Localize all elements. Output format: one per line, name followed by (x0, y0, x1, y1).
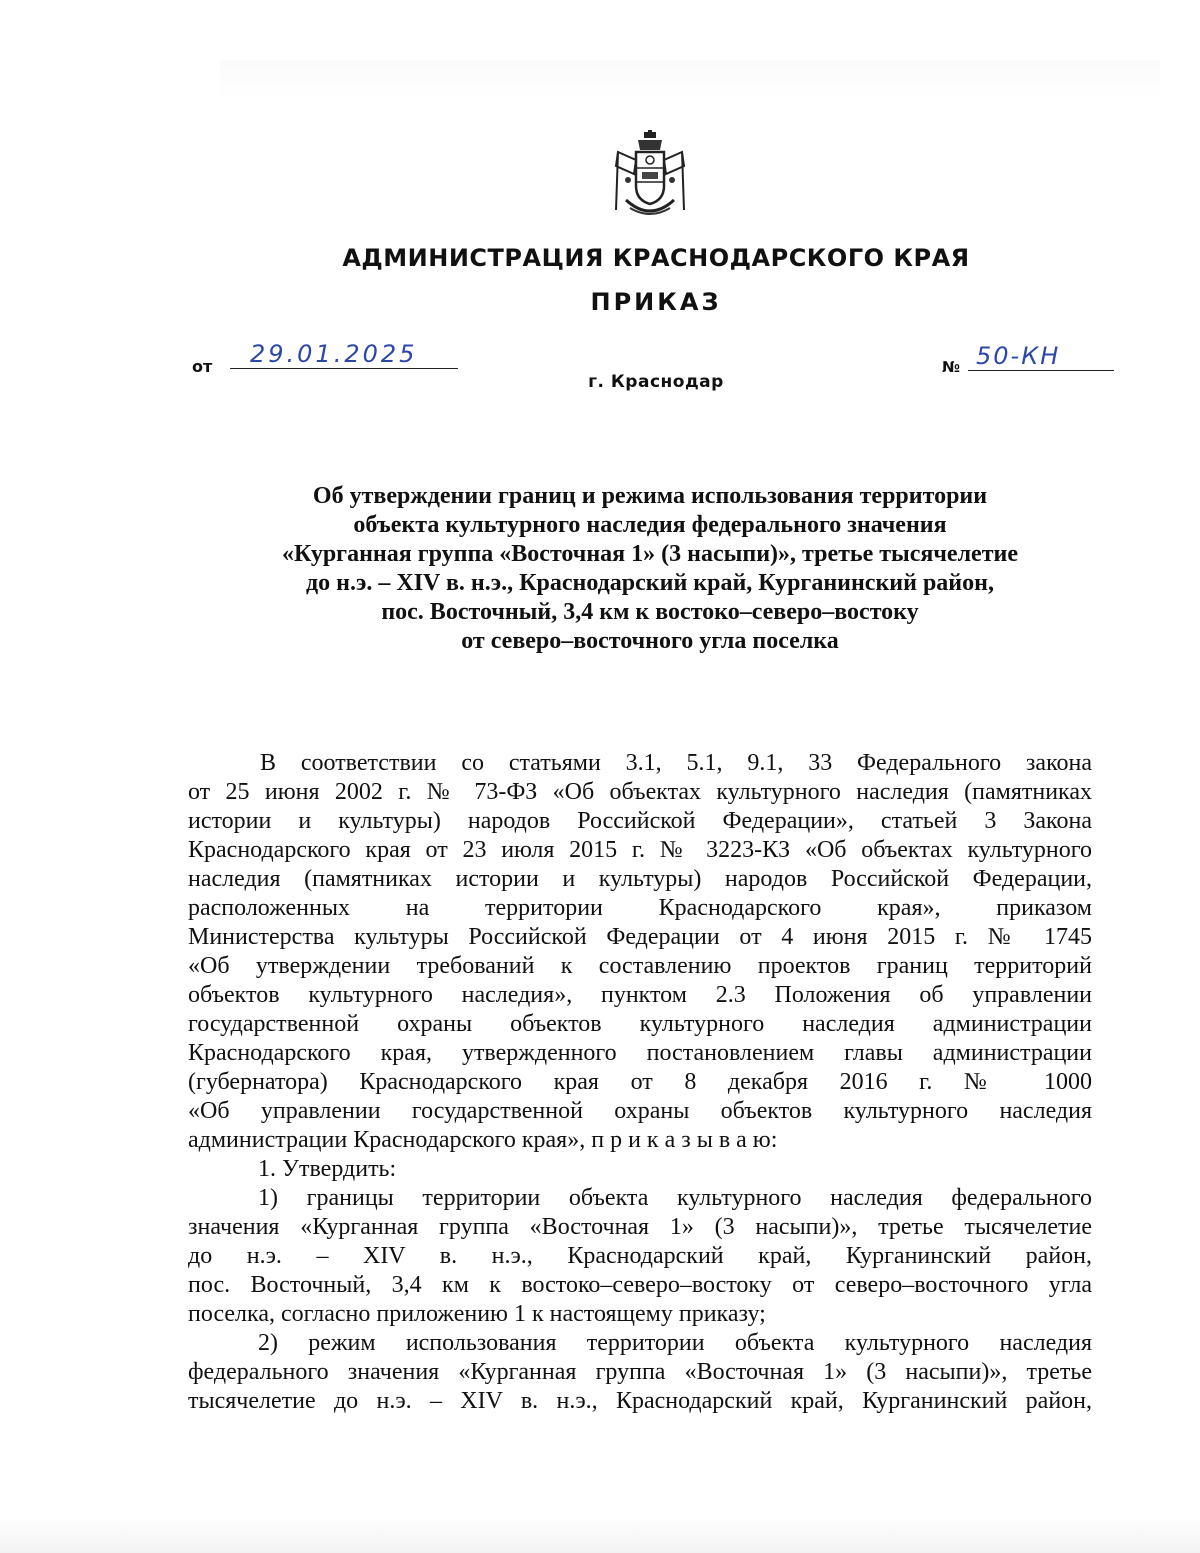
body-line: Краснодарского края, утвержденного постановлением главы администрации (188, 1040, 1092, 1066)
body-line: 2) режим использования территории объекта культурного наследия (258, 1330, 1092, 1356)
body-line: В соответствии со статьями 3.1, 5.1, 9.1, 33 Федерального закона (260, 750, 1092, 776)
body-line: значения «Курганная группа «Восточная 1» (3 насыпи)», третье тысячелетие (188, 1214, 1092, 1240)
body-line: истории и культуры) народов Российской Федерации», статьей 3 Закона (188, 808, 1092, 834)
body-line: Краснодарского края от 23 июля 2015 г. № 3223-КЗ «Об объектах культурного (188, 837, 1092, 863)
number-field (968, 344, 1114, 371)
title-line: от северо–восточного угла поселка (461, 628, 839, 654)
document-title (200, 482, 1100, 656)
coat-of-arms-emblem (608, 130, 692, 222)
title-line: объекта культурного наследия федерального значения (353, 512, 947, 538)
number-label: № (942, 358, 961, 376)
date-field (230, 342, 458, 369)
body-line: «Об утверждении требований к составлению проектов границ территорий (188, 953, 1092, 979)
body-line: (губернатора) Краснодарского края от 8 декабря 2016 г. № 1000 (188, 1069, 1092, 1095)
organization-name: АДМИНИСТРАЦИЯ КРАСНОДАРСКОГО КРАЯ (342, 244, 970, 272)
date-label: от (192, 357, 213, 376)
body-line: объектов культурного наследия», пунктом 2.3 Положения об управлении (188, 982, 1092, 1008)
body-line: наследия (памятниках истории и культуры) народов Российской Федерации, (188, 866, 1092, 892)
body-line: федерального значения «Курганная группа «Восточная 1» (3 насыпи)», третье (188, 1359, 1092, 1385)
body-line: расположенных на территории Краснодарского края», приказом (188, 895, 1092, 921)
body-line: тысячелетие до н.э. – XIV в. н.э., Краснодарский край, Курганинский район, (188, 1388, 1092, 1414)
title-line: пос. Восточный, 3,4 км к востоко–северо–востоку (381, 599, 919, 625)
body-line: Министерства культуры Российской Федерации от 4 июня 2015 г. № 1745 (188, 924, 1092, 950)
body-line: администрации Краснодарского края», п р и к а з ы в а ю: (188, 1127, 778, 1153)
body-line: от 25 июня 2002 г. № 73-ФЗ «Об объектах культурного наследия (памятниках (188, 779, 1092, 805)
document-type: ПРИКАЗ (590, 288, 722, 316)
body-line: поселка, согласно приложению 1 к настоящему приказу; (188, 1301, 766, 1327)
title-line: до н.э. – XIV в. н.э., Краснодарский край, Курганинский район, (306, 570, 994, 596)
scan-artifact (0, 1517, 1200, 1553)
body-line: 1) границы территории объекта культурного наследия федерального (258, 1185, 1092, 1211)
title-line: Об утверждении границ и режима использования территории (312, 483, 988, 509)
title-line: «Курганная группа «Восточная 1» (3 насыпи)», третье тысячелетие (282, 541, 1018, 567)
document-body (188, 749, 1092, 1416)
handwritten-date: 29.01.2025 (250, 340, 418, 368)
handwritten-number: 50-КН (976, 342, 1061, 370)
scan-artifact (220, 60, 1160, 100)
body-line: 1. Утвердить: (258, 1156, 397, 1182)
body-line: государственной охраны объектов культурного наследия администрации (188, 1011, 1092, 1037)
body-line: «Об управлении государственной охраны объектов культурного наследия (188, 1098, 1092, 1124)
city-name: г. Краснодар (588, 372, 724, 392)
body-line: до н.э. – XIV в. н.э., Краснодарский край, Курганинский район, (188, 1243, 1092, 1269)
body-line: пос. Восточный, 3,4 км к востоко–северо–востоку от северо–восточного угла (188, 1272, 1092, 1298)
